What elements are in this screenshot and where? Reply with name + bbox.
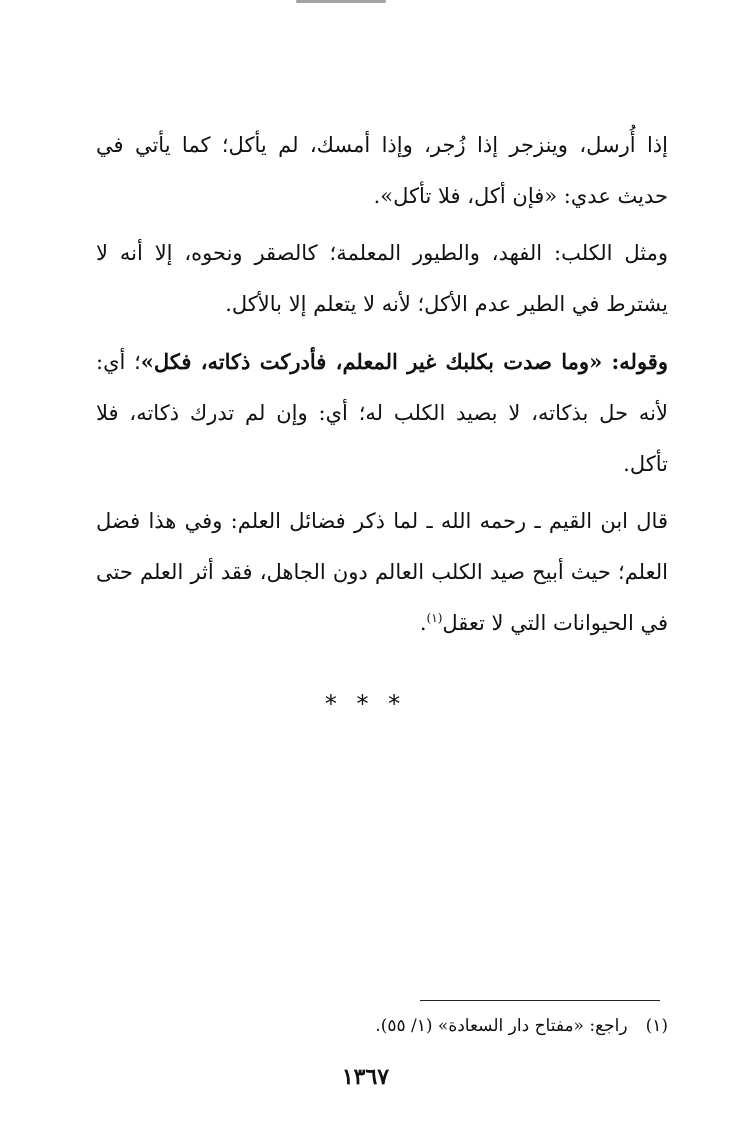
paragraph-2 (96, 228, 668, 330)
hadith-quote: وقوله: «وما صدت بكلبك غير المعلم، فأدركت ذكاته، فكل» (140, 349, 668, 374)
paragraph-1 (96, 120, 668, 222)
footnote (96, 1012, 668, 1040)
paragraph-3 (96, 336, 668, 490)
scan-edge-mark (296, 0, 386, 3)
paragraph-3-text: ؛ أي: لأنه حل بذكاته، لا بصيد الكلب له؛ أي: وإن لم تدرك ذكاته، فلا تأكل. (96, 350, 668, 476)
paragraph-4 (96, 496, 668, 649)
footnote-text: راجع: «مفتاح دار السعادة» (١/ ٥٥). (375, 1016, 628, 1036)
paragraph-4-end: . (419, 611, 427, 635)
main-text (96, 120, 668, 655)
section-separator: * * * (324, 690, 407, 718)
paragraph-4-text: قال ابن القيم ـ رحمه الله ـ لما ذكر فضائل العلم: وفي هذا فضل العلم؛ حيث أبيح صيد الكلب العالم دون الجاهل، فقد أثر العلم حتى في الحيوانات التي لا تعقل (96, 509, 668, 635)
paragraph-1-text: إذا أُرسل، وينزجر إذا زُجر، وإذا أمسك، لم يأكل؛ كما يأتي في حديث عدي: «فإن أكل، فلا تأكل». (96, 133, 668, 208)
page-number: ١٣٦٧ (341, 1064, 390, 1090)
footnote-reference[interactable]: (١) (426, 611, 443, 625)
paragraph-2-text: ومثل الكلب: الفهد، والطيور المعلمة؛ كالصقر ونحوه، إلا أنه لا يشترط في الطير عدم الأكل؛ لأنه لا يتعلم إلا بالأكل. (96, 241, 668, 316)
footnote-divider (420, 1000, 660, 1001)
footnote-number: (١) (645, 1016, 668, 1036)
